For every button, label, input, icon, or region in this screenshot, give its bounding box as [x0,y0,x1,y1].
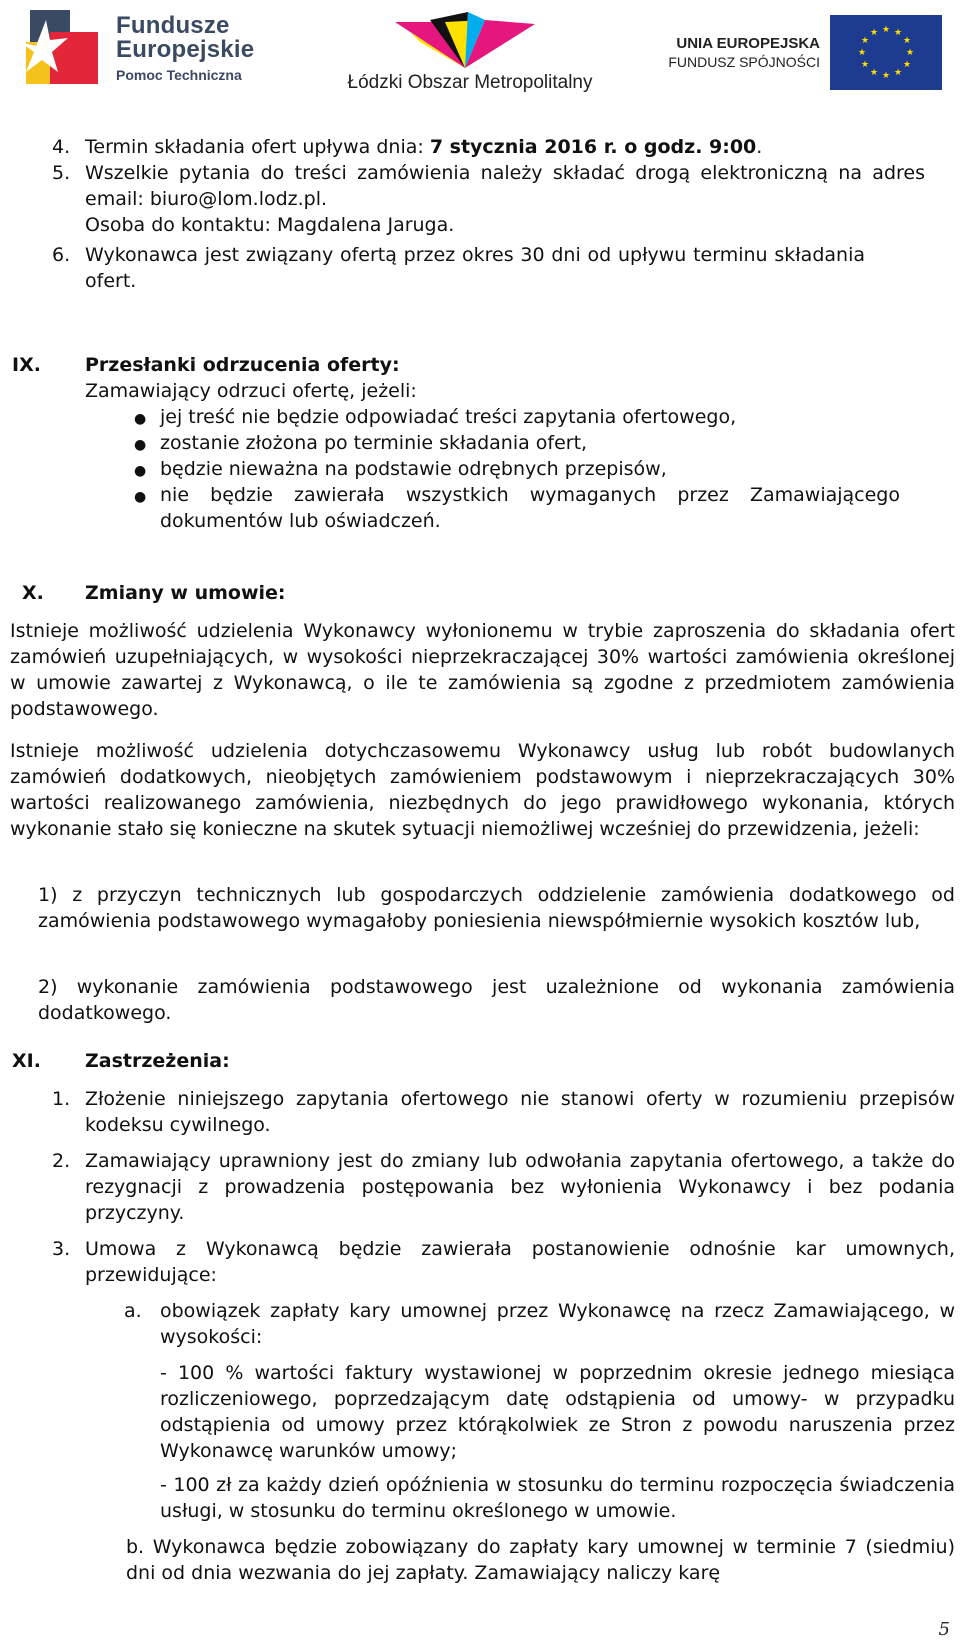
penalty-payment: b. Wykonawca będzie zobowiązany do zapłaty kary umownej w terminie 7 (siedmiu) dni od dnia wezwania do jej zapłaty. Zamawiający naliczy karę [126,1536,955,1584]
fundusze-europejskie-emblem-icon [20,2,108,90]
fe-logo-line1: Fundusze [116,12,230,39]
fundusze-europejskie-wordmark [116,14,254,83]
section-x-paragraph: Istnieje możliwość udzielenia Wykonawcy wyłonionemu w trybie zaproszenia do składania ofert zamówień uzupełniających, w wysokości nieprzekraczającej 30% wartości zamówienia określonej w umowie zawartej z Wykonawcą, o ile te zamówienia są zgodne z przedmiotem zamówienia podstawowego. [10,620,955,720]
penalty-obligation: obowiązek zapłaty kary umownej przez Wykonawcę na rzecz Zamawiającego, w wysokości: [160,1300,955,1348]
svg-text:★: ★ [893,68,903,78]
svg-text:★: ★ [902,60,912,70]
list-item: zostanie złożona po terminie składania ofert, [160,432,588,454]
list-number: 1. [52,1088,71,1110]
svg-text:★: ★ [902,36,912,46]
questions-item: Wszelkie pytania do treści zamówienia należy składać drogą elektroniczną na adres email: biuro@lom.lodz.pl. [85,162,925,210]
deadline-date: 7 stycznia 2016 r. o godz. 9:00 [429,136,757,158]
eu-wordmark [660,35,820,70]
eu-logo-line2: FUNDUSZ SPÓJNOŚCI [668,54,820,70]
unia-europejska-logo [660,10,950,95]
page-header [0,0,960,100]
section-x-paragraph: Istnieje możliwość udzielenia dotychczasowemu Wykonawcy usług lub robót budowlanych zamówień dodatkowych, nieobjętych zamówieniem podstawowym i nieprzekraczających 30% wartości realizowanego zamówienia, niezbędnych do jego prawidłowego wykonania, których wykonanie stało się konieczne na skutek sytuacji niemożliwej wcześniej do przewidzenia, jeżeli: [10,740,955,840]
bullet-icon: ● [134,437,147,453]
page-number: 5 [938,1619,950,1640]
contact-person: Osoba do kontaktu: Magdalena Jaruga. [85,214,455,236]
list-number: 4. [52,136,71,158]
svg-text:★: ★ [869,28,879,38]
svg-text:★: ★ [881,71,891,81]
list-item: nie będzie zawierała wszystkich wymaganych przez Zamawiającego dokumentów lub oświadczeń. [160,484,900,532]
svg-text:★: ★ [893,28,903,38]
list-number: 3. [52,1238,71,1260]
reservation-item: Złożenie niniejszego zapytania ofertowego nie stanowi oferty w rozumieniu przepisów kodeksu cywilnego. [85,1088,955,1136]
svg-text:★: ★ [857,48,867,58]
svg-text:★: ★ [905,48,915,58]
lodzki-obszar-metropolitalny-logo [335,2,605,98]
section-ix-intro: Zamawiający odrzuci ofertę, jeżeli: [85,380,417,402]
section-x-title: Zmiany w umowie: [85,582,286,604]
fe-logo-line2: Europejskie [116,36,255,63]
list-number: 2. [52,1150,71,1172]
section-xi-number: XI. [12,1050,41,1072]
svg-text:★: ★ [860,36,870,46]
reservation-item: Zamawiający uprawniony jest do zmiany lub odwołania zapytania ofertowego, a także do rezygnacji z prowadzenia postępowania bez wyłonienia Wykonawcy i bez podania przyczyny. [85,1150,955,1224]
eu-logo-line1: UNIA EUROPEJSKA [676,35,820,52]
bullet-icon: ● [134,463,147,479]
fe-logo-line3: Pomoc Techniczna [116,67,242,83]
lom-emblem-icon [390,2,540,72]
bullet-icon: ● [134,489,147,505]
lom-wordmark: Łódzki Obszar Metropolitalny [347,72,593,93]
binding-item: Wykonawca jest związany ofertą przez okres 30 dni od upływu terminu składania ofert. [85,244,865,292]
section-x-condition: 2) wykonanie zamówienia podstawowego jest uzależnione od wykonania zamówienia dodatkowego. [38,976,955,1024]
eu-flag-icon [830,15,942,90]
list-number: 6. [52,244,71,266]
penalty-clause: - 100 % wartości faktury wystawionej w poprzednim okresie jednego miesiąca rozliczeniowego, poprzedzającym datę odstąpienia od umowy- w przypadku odstąpienia od umowy przez którąkolwiek ze Stron z powodu naruszenia przez Wykonawcę warunków umowy; [160,1362,955,1462]
fundusze-europejskie-logo [20,2,255,94]
section-x-condition: 1) z przyczyn technicznych lub gospodarczych oddzielenie zamówienia dodatkowego od zamówienia podstawowego wymagałoby poniesienia niewspółmiernie wysokich kosztów lub, [38,884,955,932]
list-number: 5. [52,162,71,184]
list-item: jej treść nie będzie odpowiadać treści zapytania ofertowego, [160,406,737,428]
section-x-number: X. [22,582,44,604]
svg-text:★: ★ [881,25,891,35]
section-ix-title: Przesłanki odrzucenia oferty: [85,354,400,376]
deadline-end: . [756,136,763,158]
bullet-icon: ● [134,411,147,427]
section-xi-title: Zastrzeżenia: [85,1050,230,1072]
sub-item-letter: a. [124,1300,142,1322]
deadline-label: Termin składania ofert upływa dnia: [85,136,430,158]
list-item: będzie nieważna na podstawie odrębnych przepisów, [160,458,667,480]
svg-text:★: ★ [860,60,870,70]
reservation-item: Umowa z Wykonawcą będzie zawierała postanowienie odnośnie kar umownych, przewidujące: [85,1238,955,1286]
deadline-item [85,134,925,160]
penalty-clause: - 100 zł za każdy dzień opóźnienia w stosunku do terminu rozpoczęcia świadczenia usługi, w stosunku do terminu określonego w umowie. [160,1474,955,1522]
section-ix-number: IX. [12,354,41,376]
svg-text:★: ★ [869,68,879,78]
